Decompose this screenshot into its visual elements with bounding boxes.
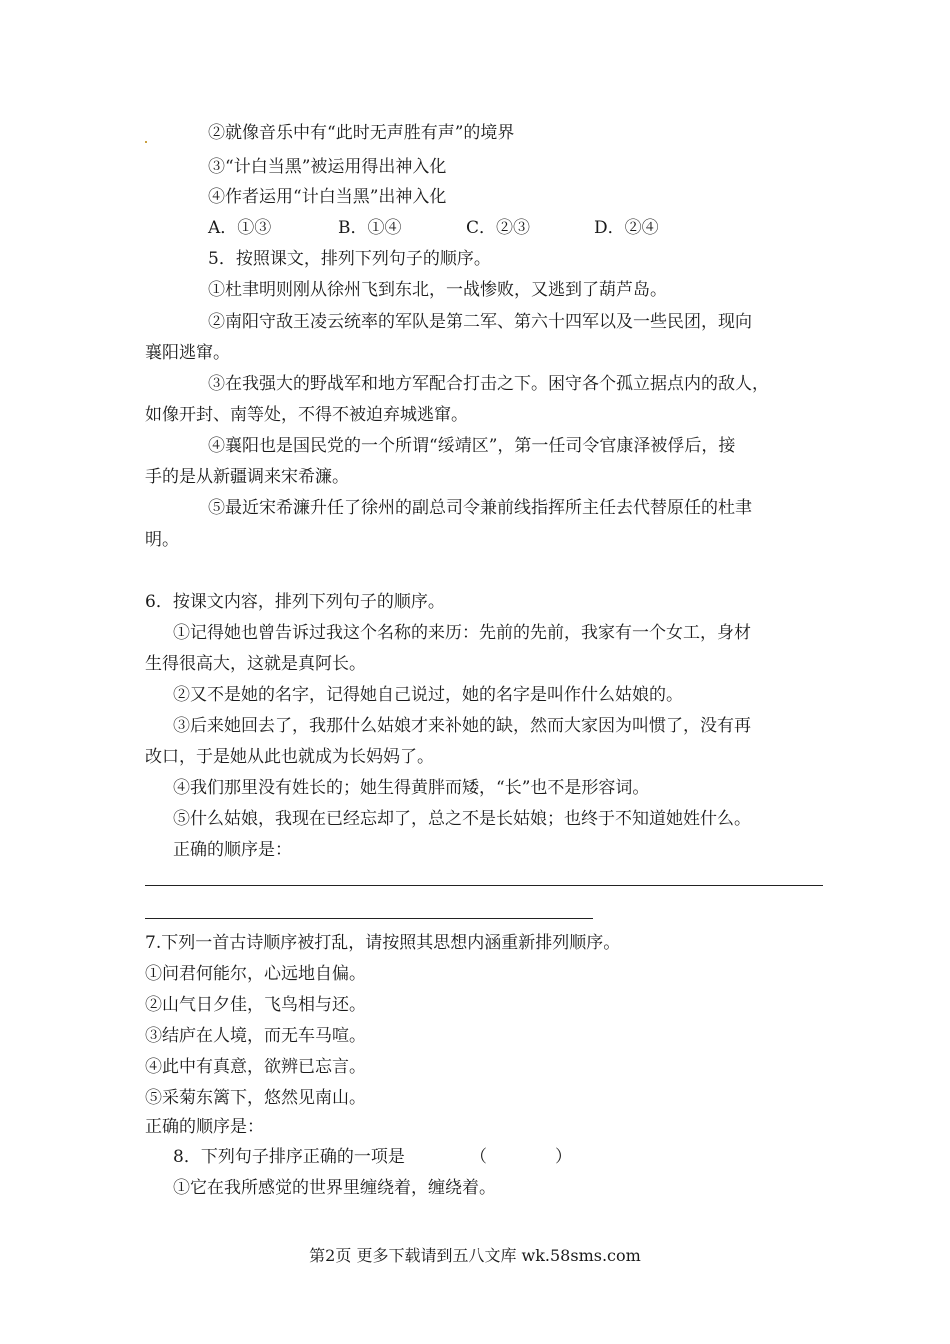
q5-sentence-3-cont: 如像开封、南等处，不得不被迫弃城逃窜。 <box>145 405 468 425</box>
q7-line-2: ②山气日夕佳，飞鸟相与还。 <box>145 995 366 1015</box>
q5-sentence-2-cont: 襄阳逃窜。 <box>145 343 230 363</box>
q5-sentence-2: ②南阳守敌王凌云统率的军队是第二军、第六十四军以及一些民团，现向 <box>208 312 752 332</box>
q7-answer-label: 正确的顺序是： <box>145 1117 264 1137</box>
q6-sentence-2: ②又不是她的名字，记得她自己说过，她的名字是叫作什么姑娘的。 <box>173 685 683 705</box>
q6-answer-line-1 <box>145 885 823 886</box>
q7-line-3: ③结庐在人境，而无车马喧。 <box>145 1026 366 1046</box>
q6-sentence-4: ④我们那里没有姓长的；她生得黄胖而矮，“长”也不是形容词。 <box>173 778 650 798</box>
q4-choice-d: D．②④ <box>594 218 659 238</box>
q7-line-5: ⑤采菊东篱下，悠然见南山。 <box>145 1088 366 1108</box>
q6-sentence-3: ③后来她回去了，我那什么姑娘才来补她的缺，然而大家因为叫惯了，没有再 <box>173 716 751 736</box>
q5-stem: 5．按照课文，排列下列句子的顺序。 <box>208 249 491 269</box>
stray-dot-mark <box>145 141 147 143</box>
q5-sentence-1: ①杜聿明则刚从徐州飞到东北，一战惨败，又逃到了葫芦岛。 <box>208 280 667 300</box>
q7-stem: 7.下列一首古诗顺序被打乱，请按照其思想内涵重新排列顺序。 <box>145 933 621 953</box>
q8-stem: 8．下列句子排序正确的一项是 <box>173 1147 405 1167</box>
q7-line-4: ④此中有真意，欲辨已忘言。 <box>145 1057 366 1077</box>
q8-answer-paren: （ ） <box>470 1147 572 1167</box>
page-footer: 第2页 更多下载请到五八文库 wk.58sms.com <box>309 1246 641 1265</box>
q6-stem: 6．按课文内容，排列下列句子的顺序。 <box>145 592 445 612</box>
q4-option-2: ②就像音乐中有“此时无声胜有声”的境界 <box>208 123 515 143</box>
q7-line-1: ①问君何能尔，心远地自偏。 <box>145 964 366 984</box>
q6-sentence-1: ①记得她也曾告诉过我这个名称的来历：先前的先前，我家有一个女工，身材 <box>173 623 751 643</box>
q4-option-4: ④作者运用“计白当黑”出神入化 <box>208 187 447 207</box>
q6-answer-line-2 <box>145 918 593 919</box>
q4-choice-b: B．①④ <box>338 218 402 238</box>
q4-choice-a: A．①③ <box>208 218 272 238</box>
q5-sentence-5: ⑤最近宋希濂升任了徐州的副总司令兼前线指挥所主任去代替原任的杜聿 <box>208 498 752 518</box>
q4-option-3: ③“计白当黑”被运用得出神入化 <box>208 157 447 177</box>
q6-answer-label: 正确的顺序是： <box>173 840 292 860</box>
q5-sentence-4-cont: 手的是从新疆调来宋希濂。 <box>145 467 349 487</box>
q6-sentence-3-cont: 改口，于是她从此也就成为长妈妈了。 <box>145 747 434 767</box>
q6-sentence-1-cont: 生得很高大，这就是真阿长。 <box>145 654 366 674</box>
q5-sentence-4: ④襄阳也是国民党的一个所谓“绥靖区”，第一任司令官康泽被俘后，接 <box>208 436 736 456</box>
q5-sentence-5-cont: 明。 <box>145 530 179 550</box>
q8-sentence-1: ①它在我所感觉的世界里缠绕着，缠绕着。 <box>173 1178 496 1198</box>
q6-sentence-5: ⑤什么姑娘，我现在已经忘却了，总之不是长姑娘；也终于不知道她姓什么。 <box>173 809 751 829</box>
q5-sentence-3: ③在我强大的野战军和地方军配合打击之下。困守各个孤立据点内的敌人， <box>208 374 769 394</box>
q4-choice-c: C．②③ <box>466 218 531 238</box>
